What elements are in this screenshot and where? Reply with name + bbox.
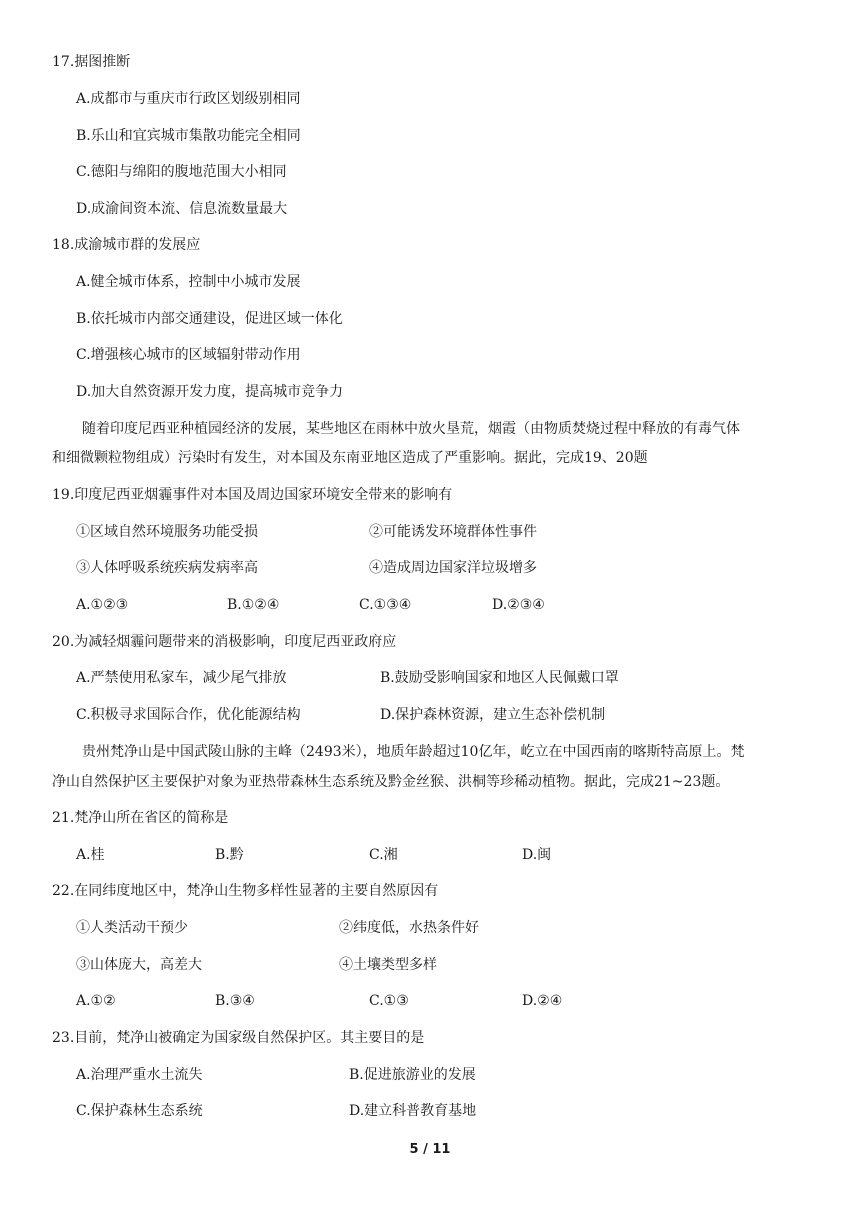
question-19-option-b: B.①②④ <box>227 597 280 613</box>
question-23-option-a: A.治理严重水土流失 <box>76 1067 203 1083</box>
question-22-stem: 22.在同纬度地区中，梵净山生物多样性显著的主要自然原因有 <box>52 883 439 899</box>
question-20-option-b: B.鼓励受影响国家和地区人民佩戴口罩 <box>380 670 619 686</box>
passage-1-line-1: 随着印度尼西亚种植园经济的发展，某些地区在雨林中放火垦荒，烟霞（由物质焚烧过程中释放的有毒气体 <box>82 421 740 437</box>
question-18-option-c: C.增强核心城市的区域辐射带动作用 <box>76 347 301 363</box>
passage-2-line-1: 贵州梵净山是中国武陵山脉的主峰（2493米），地质年龄超过10亿年，屹立在中国西南的喀斯特高原上。梵 <box>82 744 745 760</box>
question-21-option-d: D.闽 <box>522 847 552 863</box>
question-17-stem: 17.据图推断 <box>52 54 131 70</box>
question-22-option-d: D.②④ <box>522 993 563 1009</box>
question-17-option-c: C.德阳与绵阳的腹地范围大小相同 <box>76 164 287 180</box>
question-22-option-a: A.①② <box>76 993 116 1009</box>
question-23-option-c: C.保护森林生态系统 <box>76 1103 203 1119</box>
question-19-item-2: ②可能诱发环境群体性事件 <box>369 524 537 540</box>
question-19-item-3: ③人体呼吸系统疾病发病率高 <box>76 560 258 576</box>
question-21-stem: 21.梵净山所在省区的简称是 <box>52 810 229 826</box>
question-19-option-c: C.①③④ <box>359 597 412 613</box>
question-22-option-c: C.①③ <box>369 993 409 1009</box>
question-20-option-c: C.积极寻求国际合作，优化能源结构 <box>76 707 301 723</box>
question-18-stem: 18.成渝城市群的发展应 <box>52 237 201 253</box>
question-19-option-a: A.①②③ <box>76 597 129 613</box>
question-18-option-a: A.健全城市体系，控制中小城市发展 <box>76 274 301 290</box>
question-23-stem: 23.目前，梵净山被确定为国家级自然保护区。其主要目的是 <box>52 1030 425 1046</box>
question-18-option-d: D.加大自然资源开发力度，提高城市竞争力 <box>76 384 344 400</box>
question-21-option-c: C.湘 <box>369 847 398 863</box>
question-20-option-a: A.严禁使用私家车，减少尾气排放 <box>76 670 287 686</box>
question-18-option-b: B.依托城市内部交通建设，促进区域一体化 <box>76 311 343 327</box>
question-21-option-b: B.黔 <box>215 847 244 863</box>
passage-1-line-2: 和细微颗粒物组成）污染时有发生，对本国及东南亚地区造成了严重影响。据此，完成19、20题 <box>52 450 648 466</box>
question-17-option-d: D.成渝间资本流、信息流数量最大 <box>76 201 288 217</box>
question-22-item-4: ④土壤类型多样 <box>339 957 437 973</box>
question-22-option-b: B.③④ <box>215 993 255 1009</box>
question-22-item-3: ③山体庞大，高差大 <box>76 957 202 973</box>
page-number: 5 / 11 <box>409 1142 451 1157</box>
passage-2-line-2: 净山自然保护区主要保护对象为亚热带森林生态系统及黔金丝猴、洪桐等珍稀动植物。据此，完成21~23题。 <box>52 774 730 790</box>
question-17-option-b: B.乐山和宜宾城市集散功能完全相同 <box>76 128 301 144</box>
question-17-option-a: A.成都市与重庆市行政区划级别相同 <box>76 91 301 107</box>
question-19-item-4: ④造成周边国家洋垃圾增多 <box>369 560 537 576</box>
question-19-option-d: D.②③④ <box>492 597 545 613</box>
question-23-option-b: B.促进旅游业的发展 <box>349 1067 476 1083</box>
question-20-option-d: D.保护森林资源，建立生态补偿机制 <box>380 707 606 723</box>
question-23-option-d: D.建立科普教育基地 <box>349 1103 477 1119</box>
question-20-stem: 20.为减轻烟霾问题带来的消极影响，印度尼西亚政府应 <box>52 634 397 650</box>
question-21-option-a: A.桂 <box>76 847 105 863</box>
question-19-stem: 19.印度尼西亚烟霾事件对本国及周边国家环境安全带来的影响有 <box>52 487 453 503</box>
question-22-item-2: ②纬度低，水热条件好 <box>339 920 479 936</box>
question-19-item-1: ①区域自然环境服务功能受损 <box>76 524 258 540</box>
question-22-item-1: ①人类活动干预少 <box>76 920 188 936</box>
